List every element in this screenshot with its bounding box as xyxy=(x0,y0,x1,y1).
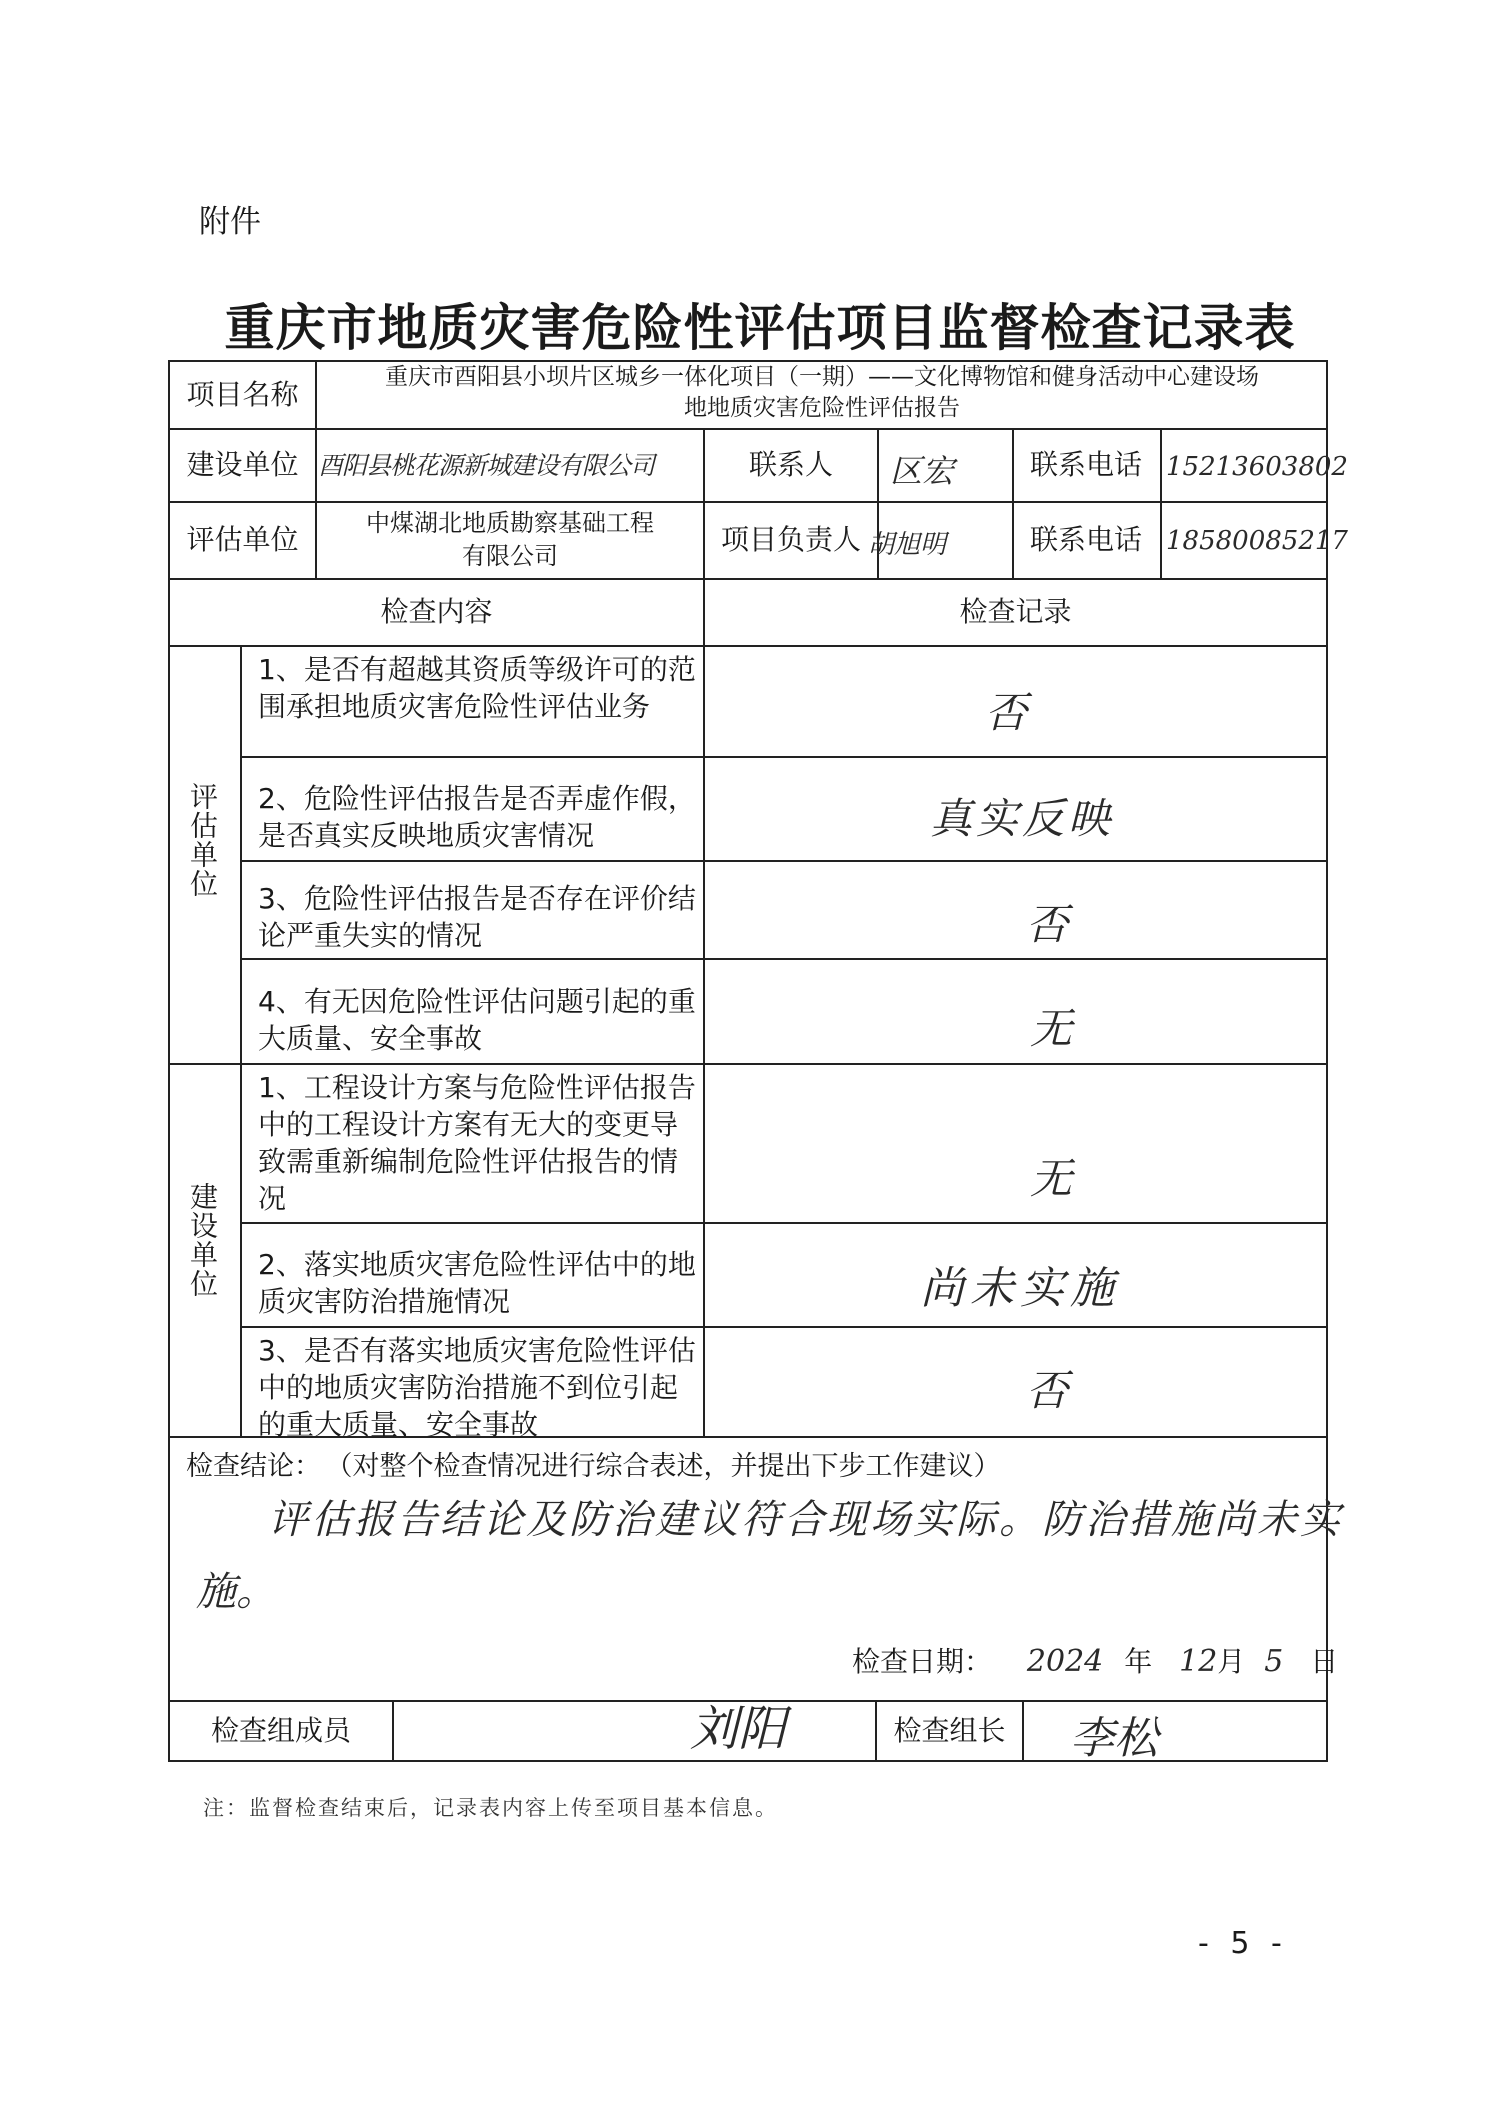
project-name-line2: 地地质灾害危险性评估报告 xyxy=(684,395,960,421)
rule xyxy=(1022,1700,1024,1760)
assessor-line1: 中煤湖北地质勘察基础工程 xyxy=(366,509,654,537)
conclusion-label xyxy=(186,1444,1001,1483)
rule xyxy=(240,756,1328,758)
rule xyxy=(1160,428,1162,578)
project-name-label: 项目名称 xyxy=(186,377,299,411)
record-value: 无 xyxy=(1030,1154,1073,1203)
group-label-assessor xyxy=(184,782,224,898)
check-item: 3、危险性评估报告是否存在评价结论严重失实的情况 xyxy=(258,882,696,952)
record-value: 否 xyxy=(985,688,1028,737)
rule xyxy=(240,958,1328,960)
check-item: 2、落实地质灾害危险性评估中的地质灾害防治措施情况 xyxy=(258,1248,696,1318)
check-item: 1、工程设计方案与危险性评估报告中的工程设计方案有无大的变更导致需重新编制危险性评估报告的情况 xyxy=(258,1071,696,1215)
members-label: 检查组成员 xyxy=(210,1713,351,1747)
leader-signature: 李松 xyxy=(1070,1713,1158,1764)
record-value: 真实反映 xyxy=(930,794,1115,843)
builder-value: 酉阳县桃花源新城建设有限公司 xyxy=(318,451,655,480)
check-item: 2、危险性评估报告是否弄虚作假，是否真实反映地质灾害情况 xyxy=(258,782,696,852)
rule xyxy=(240,1326,1328,1328)
group-label-builder xyxy=(184,1182,224,1298)
check-item: 4、有无因危险性评估问题引起的重大质量、安全事故 xyxy=(258,985,696,1055)
rule xyxy=(1326,360,1328,1760)
date-year-unit: 年 xyxy=(1124,1645,1153,1678)
date-month: 12 xyxy=(1179,1644,1218,1679)
project-name-line1: 重庆市酉阳县小坝片区城乡一体化项目（一期）——文化博物馆和健身活动中心建设场 xyxy=(385,364,1259,390)
record-value: 否 xyxy=(1026,1366,1069,1415)
rule xyxy=(168,1063,1328,1065)
members-signature: 刘阳 xyxy=(690,1701,787,1757)
project-name-value xyxy=(320,362,1324,428)
phone-value-2: 18580085217 xyxy=(1166,526,1348,556)
rule xyxy=(168,645,1328,647)
record-value: 无 xyxy=(1030,1004,1073,1053)
assessor-line2: 有限公司 xyxy=(462,542,558,570)
contact-label: 联系人 xyxy=(748,448,833,482)
phone-label-1: 联系电话 xyxy=(1029,448,1142,482)
date-year: 2024 xyxy=(1026,1644,1104,1679)
rule xyxy=(240,860,1328,862)
document-title: 重庆市地质灾害危险性评估项目监督检查记录表 xyxy=(224,298,1296,357)
builder-label: 建设单位 xyxy=(186,448,299,482)
conclusion-text-line2: 施。 xyxy=(196,1569,276,1615)
footnote: 注：监督检查结束后，记录表内容上传至项目基本信息。 xyxy=(203,1796,778,1820)
rule xyxy=(240,1222,1328,1224)
group-label-text: 建设单位 xyxy=(186,1182,219,1298)
conclusion-hint: （对整个检查情况进行综合表述，并提出下步工作建议） xyxy=(339,1451,1001,1482)
rule xyxy=(392,1700,394,1760)
phone-value-1: 15213603802 xyxy=(1166,452,1348,482)
conclusion-text-line1: 评估报告结论及防治建议符合现场实际。防治措施尚未实 xyxy=(268,1497,1343,1543)
manager-value: 胡旭明 xyxy=(868,530,947,560)
date-day-unit: 日 xyxy=(1310,1645,1339,1678)
manager-label: 项目负责人 xyxy=(720,523,861,557)
record-value: 尚未实施 xyxy=(920,1263,1120,1314)
date-day: 5 xyxy=(1264,1644,1284,1679)
record-header: 检查记录 xyxy=(959,595,1072,629)
assessor-value xyxy=(317,503,703,578)
check-item: 1、是否有超越其资质等级许可的范围承担地质灾害危险性评估业务 xyxy=(258,653,696,723)
group-label-text: 评估单位 xyxy=(186,782,219,898)
assessor-label: 评估单位 xyxy=(186,523,299,557)
rule xyxy=(240,645,242,1436)
date-label: 检查日期： xyxy=(852,1645,993,1678)
conclusion-title: 检查结论： xyxy=(186,1451,321,1482)
check-date xyxy=(852,1640,1338,1680)
date-month-unit: 月 xyxy=(1217,1645,1246,1678)
attachment-label: 附件 xyxy=(199,204,261,240)
phone-label-2: 联系电话 xyxy=(1029,523,1142,557)
record-value: 否 xyxy=(1026,900,1069,949)
page-number: - 5 - xyxy=(1198,1926,1288,1961)
contact-value: 区宏 xyxy=(890,452,955,490)
leader-label: 检查组长 xyxy=(893,1713,1006,1747)
check-item: 3、是否有落实地质灾害危险性评估中的地质灾害防治措施不到位引起的重大质量、安全事故 xyxy=(258,1334,696,1441)
content-header: 检查内容 xyxy=(380,595,493,629)
